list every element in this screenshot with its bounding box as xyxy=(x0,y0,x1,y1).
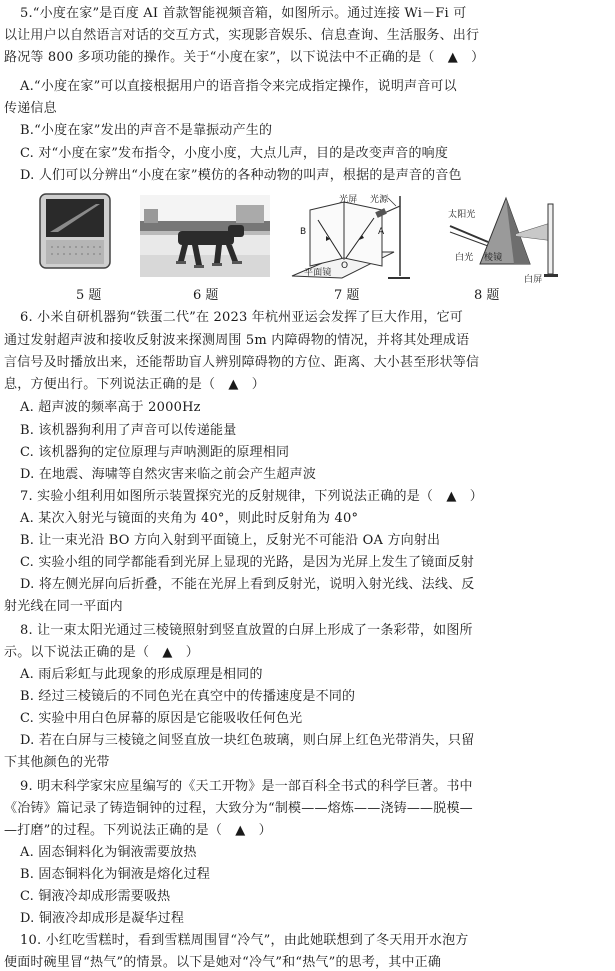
q5-option-c: C. 对“小度在家”发布指令，小度小度，大点儿声，目的是改变声音的响度 xyxy=(20,146,449,161)
q7-option-a: A. 某次入射光与镜面的夹角为 40°，则此时反射角为 40° xyxy=(20,511,359,526)
q10-line-2: 便面时碗里冒“热气”的情景。以下是她对“冷气”和“热气”的思考，其中正确 xyxy=(4,955,442,970)
q8-option-c: C. 实验中用白色屏幕的原因是它能吸收任何色光 xyxy=(20,711,303,726)
q7-option-b: B. 让一束光沿 BO 方向入射到平面镜上，反射光不可能沿 OA 方向射出 xyxy=(20,533,441,548)
q8-line-1: 8. 让一束太阳光通过三棱镜照射到竖直放置的白屏上形成了一条彩带，如图所 xyxy=(20,623,473,638)
q8-option-d-cont: 下其他颜色的光带 xyxy=(4,755,110,770)
q7-option-c: C. 实验小组的同学都能看到光屏上显现的光路，是因为光屏上发生了镜面反射 xyxy=(20,555,474,570)
figure-caption-6: 6 题 xyxy=(193,288,219,303)
fig8-screen-label: 白屏 xyxy=(524,275,543,285)
smart-speaker-figure xyxy=(38,192,112,270)
q6-option-c: C. 该机器狗的定位原理与声呐测距的原理相同 xyxy=(20,445,290,460)
q9-line-3: —打磨”的过程。下列说法正确的是（ ▲ ） xyxy=(4,823,272,838)
q6-option-a: A. 超声波的频率高于 2000Hz xyxy=(20,400,201,415)
q8-line-2: 示。以下说法正确的是（ ▲ ） xyxy=(4,645,199,660)
q10-line-1: 10. 小红吃雪糕时，看到雪糕周围冒“冷气”，由此她联想到了冬天用开水泡方 xyxy=(20,933,469,948)
q9-line-1: 9. 明末科学家宋应星编写的《天工开物》是一部百科全书式的科学巨著。书中 xyxy=(20,779,473,794)
fig7-ray-a-label: A xyxy=(378,227,385,237)
q6-option-b: B. 该机器狗利用了声音可以传递能量 xyxy=(20,423,237,438)
robot-dog-figure xyxy=(140,195,270,277)
q8-option-a: A. 雨后彩虹与此现象的形成原理是相同的 xyxy=(20,667,263,682)
fig8-prism-label: 棱镜 xyxy=(484,253,503,263)
fig7-mirror-label: 平面镜 xyxy=(304,268,332,278)
fig7-source-label: 光源 xyxy=(370,195,389,205)
q9-option-b: B. 固态铜料化为铜液是熔化过程 xyxy=(20,867,211,882)
q5-option-a: A.“小度在家”可以直接根据用户的语音指令来完成指定操作，说明声音可以 xyxy=(20,79,457,94)
q6-line-3: 言信号及时播放出来，还能帮助盲人辨别障碍物的方位、距离、大小甚至形状等信 xyxy=(4,355,480,370)
q5-line-2: 以让用户以自然语言对话的交互方式，实现影音娱乐、信息查询、生活服务、出行 xyxy=(4,28,480,43)
q7-line-1: 7. 实验小组利用如图所示装置探究光的反射规律，下列说法正确的是（ ▲ ） xyxy=(20,489,483,504)
fig7-point-o-label: O xyxy=(341,261,349,271)
q6-line-1: 6. 小米自研机器狗“铁蛋二代”在 2023 年杭州亚运会发挥了巨大作用，它可 xyxy=(20,310,463,325)
q5-option-b: B.“小度在家”发出的声音不是靠振动产生的 xyxy=(20,123,273,138)
prism-dispersion-figure xyxy=(444,190,564,284)
q6-line-4: 息，方便出行。下列说法正确的是（ ▲ ） xyxy=(4,377,265,392)
q6-option-d: D. 在地震、海啸等自然灾害来临之前会产生超声波 xyxy=(20,467,317,482)
q8-option-b: B. 经过三棱镜后的不同色光在真空中的传播速度是不同的 xyxy=(20,689,356,704)
q5-line-3: 路况等 800 多项功能的操作。关于“小度在家”，以下说法中不正确的是（ ▲ ） xyxy=(4,50,485,65)
q9-line-2: 《冶铸》篇记录了铸造铜钟的过程，大致分为“制模——熔炼——浇铸——脱模— xyxy=(4,801,473,816)
q7-option-d-cont: 射光线在同一平面内 xyxy=(4,599,123,614)
fig7-screen-label: 光屏 xyxy=(339,195,358,205)
q5-line-1: 5.“小度在家”是百度 AI 首款智能视频音箱，如图所示。通过连接 Wi－Fi 可 xyxy=(20,6,467,21)
figure-caption-7: 7 题 xyxy=(334,288,360,303)
fig8-white-light-label: 白光 xyxy=(455,253,474,263)
q9-option-d: D. 铜液冷却成形是凝华过程 xyxy=(20,911,185,926)
q9-option-c: C. 铜液冷却成形需要吸热 xyxy=(20,889,171,904)
q9-option-a: A. 固态铜料化为铜液需要放热 xyxy=(20,845,197,860)
fig7-ray-b-label: B xyxy=(300,227,307,237)
q6-line-2: 通过发射超声波和接收反射波来探测周围 5m 内障碍物的情况，并将其处理成语 xyxy=(4,333,470,348)
q8-option-d: D. 若在白屏与三棱镜之间竖直放一块红色玻璃，则白屏上红色光带消失，只留 xyxy=(20,733,475,748)
q5-option-d: D. 人们可以分辨出“小度在家”模仿的各种动物的叫声，根据的是声音的音色 xyxy=(20,168,462,183)
q7-option-d: D. 将左侧光屏向后折叠，不能在光屏上看到反射光，说明入射光线、法线、反 xyxy=(20,577,475,592)
figure-caption-8: 8 题 xyxy=(474,288,500,303)
figure-caption-5: 5 题 xyxy=(76,288,102,303)
q5-option-a-cont: 传递信息 xyxy=(4,101,57,116)
fig8-sunlight-label: 太阳光 xyxy=(448,210,476,220)
